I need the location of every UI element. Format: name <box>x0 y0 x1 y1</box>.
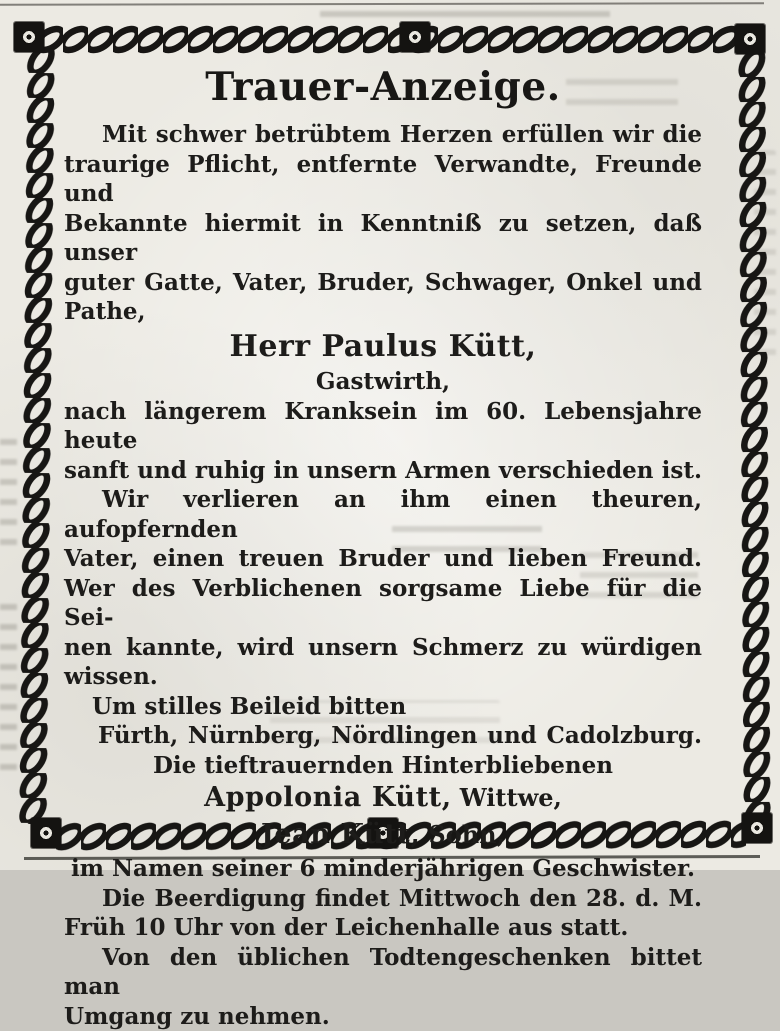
bleedthrough-smudge <box>0 430 17 550</box>
chain-border-top <box>38 25 740 54</box>
mourner-name: Appolonia Kütt, <box>204 782 452 813</box>
chain-border-right <box>736 52 772 820</box>
siblings-line: im Namen seiner 6 minderjährigen Geschwister. <box>64 854 702 884</box>
notice-body <box>64 60 702 1031</box>
gifts-line: Umgang zu nehmen. <box>64 1002 702 1031</box>
death-line: nach längerem Kranksein im 60. Lebensjahre heute <box>64 397 702 456</box>
rosette-top-right <box>735 24 765 54</box>
rosette-top-left <box>14 22 44 52</box>
condolence-line: Um stilles Beileid bitten <box>64 692 702 722</box>
intro-line: guter Gatte, Vater, Bruder, Schwager, Onkel und <box>64 268 702 298</box>
deceased-occupation: Gastwirth, <box>64 367 702 397</box>
mourner-line <box>64 817 702 854</box>
notice-title: Trauer-Anzeige. <box>64 64 702 110</box>
mourner-relation: Sohn, <box>428 820 505 849</box>
tribute-line: Wer des Verblichenen sorgsame Liebe für die Sei- <box>64 574 702 633</box>
chain-border-left <box>18 48 56 824</box>
funeral-line: Früh 10 Uhr von der Leichenhalle aus statt. <box>64 913 702 943</box>
top-column-rule <box>0 2 764 6</box>
deceased-name: Herr Paulus Kütt, <box>64 327 702 367</box>
intro-line: Bekannte hiermit in Kenntniß zu setzen, daß unser <box>64 209 702 268</box>
rosette-bottom-right <box>742 813 772 843</box>
mourner-relation: Wittwe, <box>460 783 562 812</box>
places-line: Fürth, Nürnberg, Nördlingen und Cadolzburg. <box>64 721 702 751</box>
intro-line: Mit schwer betrübtem Herzen erfüllen wir die <box>64 120 702 150</box>
tribute-line: Vater, einen treuen Bruder und lieben Freund. <box>64 544 702 574</box>
death-line: sanft und ruhig in unsern Armen verschieden ist. <box>64 456 702 486</box>
mourners-heading: Die tieftrauernden Hinterbliebenen <box>64 751 702 781</box>
intro-line: Pathe, <box>64 297 702 327</box>
tribute-line: nen kannte, wird unsern Schmerz zu würdigen wissen. <box>64 633 702 692</box>
mourner-line <box>64 780 702 817</box>
tribute-line: Wir verlieren an ihm einen theuren, aufopfernden <box>64 485 702 544</box>
gifts-line: Von den üblichen Todtengeschenken bittet man <box>64 943 702 1002</box>
intro-line: traurige Pflicht, entfernte Verwandte, Freunde und <box>64 150 702 209</box>
bleedthrough-smudge <box>0 600 17 775</box>
rosette-bottom-left <box>31 818 61 848</box>
mourner-name: Jean Kütt, <box>261 819 420 850</box>
rosette-top-middle <box>400 22 430 52</box>
funeral-line: Die Beerdigung findet Mittwoch den 28. d. M. <box>64 884 702 914</box>
bleedthrough-smudge <box>320 7 610 22</box>
